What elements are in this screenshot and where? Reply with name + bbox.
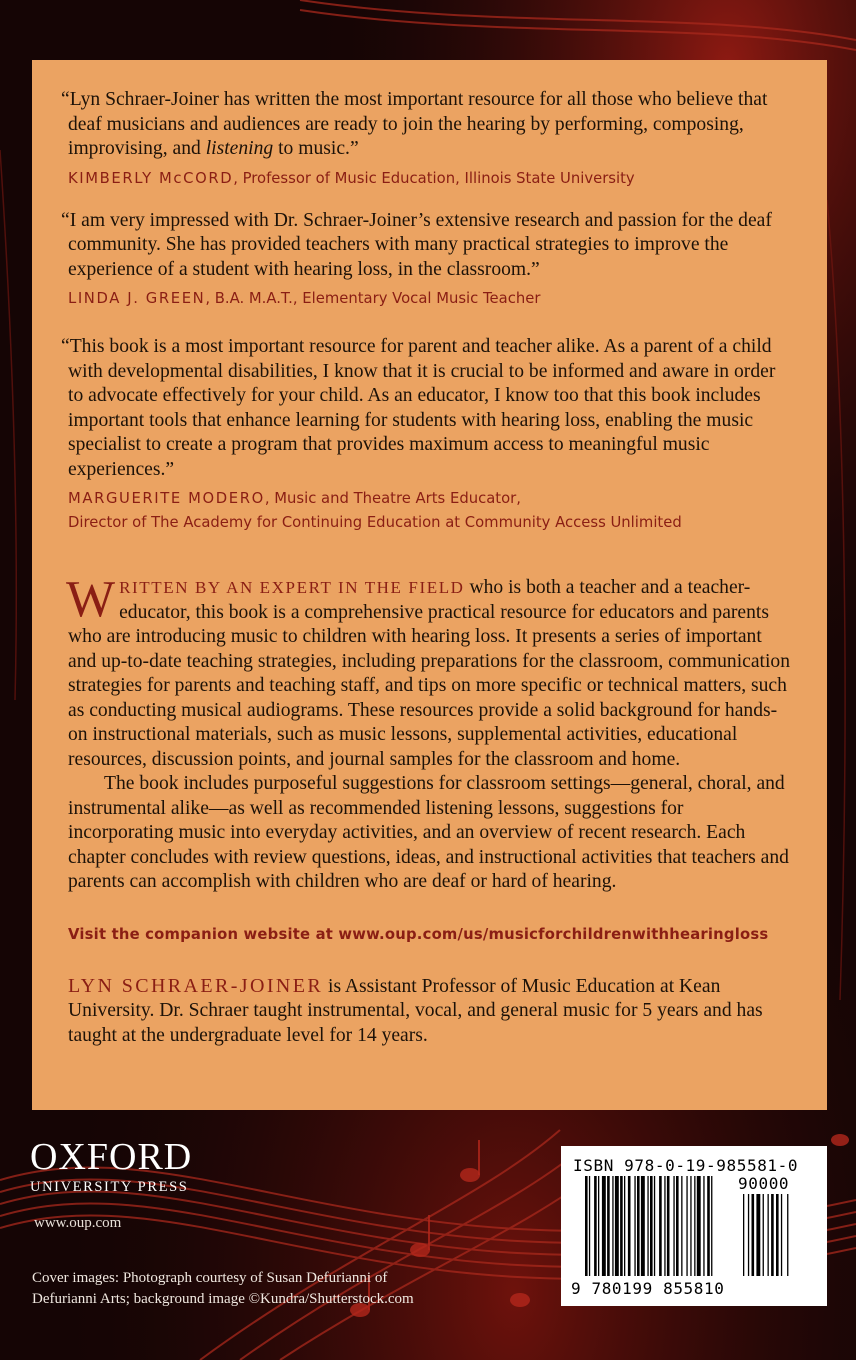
publisher-url: www.oup.com <box>34 1215 122 1231</box>
barcode-bar <box>589 1176 590 1276</box>
credits-line-1: Cover images: Photograph courtesy of Susan Defurianni of <box>32 1270 388 1286</box>
price-code: 90000 <box>738 1174 790 1193</box>
barcode-bar <box>612 1176 613 1276</box>
barcode-addon-bar <box>776 1194 779 1276</box>
endorser-role: , Music and Theatre Arts Educator, <box>264 490 521 507</box>
credits-line-2: Defurianni Arts; background image ©Kundra/Shutterstock.com <box>32 1291 414 1307</box>
quote-text: “I am very impressed with Dr. Schraer-Joiner’s extensive research and passion for the deaf community. She has provided teachers with many practical strategies to improve the experience of a student with hearing loss, in the classroom.” <box>61 209 772 280</box>
barcode-bar <box>707 1176 710 1276</box>
author-bio <box>68 974 793 1049</box>
barcode-addon-bar <box>768 1194 769 1276</box>
barcode-bar <box>686 1176 687 1276</box>
barcode-bar <box>654 1176 655 1276</box>
endorsement-3 <box>61 335 793 535</box>
barcode-bar <box>634 1176 635 1276</box>
barcode-bar <box>667 1176 670 1276</box>
barcode-bar <box>624 1176 625 1276</box>
endorsement-quote <box>61 209 793 283</box>
oxford-university-press-logo <box>30 1137 192 1196</box>
barcode-bar <box>676 1176 679 1276</box>
barcode-bar <box>594 1176 597 1276</box>
quote-text: “This book is a most important resource for parent and teacher alike. As a parent of a child with developmental disabilities, I know that it is crucial to be informed and aware in order to advocate effectively for your child. As an educator, I know too that this book includes important tools that enhance learning for students with hearing loss, enabling the music specialist to create a program that provides maximum access to meaningful music experiences.” <box>61 336 776 480</box>
barcode-bar <box>659 1176 662 1276</box>
barcode-addon-bar <box>748 1194 749 1276</box>
endorsement-quote <box>61 88 793 162</box>
endorser-role: , Professor of Music Education, Illinois State University <box>233 169 635 187</box>
barcode-addon-bar <box>787 1194 788 1276</box>
barcode-bar <box>607 1176 610 1276</box>
barcode-addon-bar <box>743 1194 744 1276</box>
publisher-name: OXFORD <box>30 1136 193 1178</box>
endorsement-2 <box>61 209 793 312</box>
endorser-name: LINDA J. GREEN <box>68 290 206 307</box>
barcode-bar <box>602 1176 606 1276</box>
endorsement-attribution <box>68 167 793 191</box>
barcode-addon-bar <box>752 1194 755 1276</box>
isbn-text: ISBN 978-0-19-985581-0 <box>573 1156 799 1175</box>
barcode-bar <box>694 1176 695 1276</box>
barcode-bar <box>690 1176 691 1276</box>
quote-emphasis: listening <box>205 138 274 159</box>
description-lead-in: RITTEN BY AN EXPERT IN THE FIELD <box>119 578 465 597</box>
barcode-bar <box>673 1176 674 1276</box>
barcode-bar <box>647 1176 648 1276</box>
description-text: who is both a teacher and a teacher-educator, this book is a comprehensive practical resource for educators and parents who are introducing music to children with hearing loss. It presents a series of important and up-to-date teaching strategies, including preparations for the classroom, communication strategies for parents and teaching staff, and tips on more specific or technical matters, such as conducting musical audiograms. These resources provide a solid background for hands-on instructional materials, such as music lessons, supplemental activities, educational resources, discussion points, and journal samples for the classroom and home. <box>68 577 791 770</box>
description-paragraph-1 <box>66 571 793 772</box>
barcode-bar <box>628 1176 631 1276</box>
barcode-addon-bar <box>771 1194 774 1276</box>
back-cover-text-panel <box>32 60 827 1110</box>
endorser-name: MARGUERITE MODERO <box>68 490 265 507</box>
isbn-barcode-block <box>561 1146 827 1306</box>
quote-text: “Lyn Schraer-Joiner has written the most important resource for all those who believe that deaf musicians and audiences are ready to join the hearing by performing, composing, improvising, and <box>61 89 768 159</box>
companion-website-line: Visit the companion website at www.oup.com/us/musicforchildrenwithhearingloss <box>68 925 769 943</box>
drop-cap: W <box>66 571 116 628</box>
cover-credits <box>32 1268 414 1310</box>
barcode-bar <box>615 1176 619 1276</box>
barcode-addon-bar <box>756 1194 760 1276</box>
barcode-bar <box>681 1176 682 1276</box>
barcode-bar <box>703 1176 704 1276</box>
barcode-addon-bar <box>763 1194 764 1276</box>
barcode-bar <box>711 1176 712 1276</box>
barcode-bar <box>620 1176 623 1276</box>
endorsement-quote <box>61 335 793 482</box>
barcode-bar <box>641 1176 645 1276</box>
ean-digits: 9 780199 855810 <box>571 1279 725 1298</box>
endorser-role: , B.A. M.A.T., Elementary Vocal Music Teacher <box>205 290 541 307</box>
endorsement-1 <box>61 88 793 191</box>
book-description <box>66 571 793 895</box>
endorser-role-line2: Director of The Academy for Continuing Education at Community Access Unlimited <box>68 514 682 531</box>
barcode-addon-bar <box>781 1194 782 1276</box>
quote-text-end: to music.” <box>273 138 359 159</box>
description-paragraph-2: The book includes purposeful suggestions for classroom settings—general, choral, and instrumental alike—as well as recommended listening lessons, suggestions for incorporating music into everyday activities, and an overview of recent research. Each chapter concludes with review questions, ideas, and instructional activities that teachers and parents can accomplish with children who are deaf or hard of hearing. <box>68 773 789 892</box>
barcode-bar <box>585 1176 588 1276</box>
barcode-bar <box>598 1176 599 1276</box>
author-name: LYN SCHRAER-JOINER <box>68 974 324 997</box>
barcode-bar <box>650 1176 653 1276</box>
barcode-bar <box>664 1176 665 1276</box>
barcode-bar <box>697 1176 701 1276</box>
barcode-bar <box>637 1176 640 1276</box>
publisher-subtitle: UNIVERSITY PRESS <box>30 1179 189 1195</box>
endorser-name: KIMBERLY McCORD <box>68 169 234 187</box>
endorsement-attribution <box>68 487 793 535</box>
author-bio-text: is Assistant Professor of Music Education at Kean University. Dr. Schraer taught instrumental, vocal, and general music for 5 years and has taught at the undergraduate level for 14 years. <box>68 975 763 1046</box>
endorsement-attribution <box>68 287 793 311</box>
